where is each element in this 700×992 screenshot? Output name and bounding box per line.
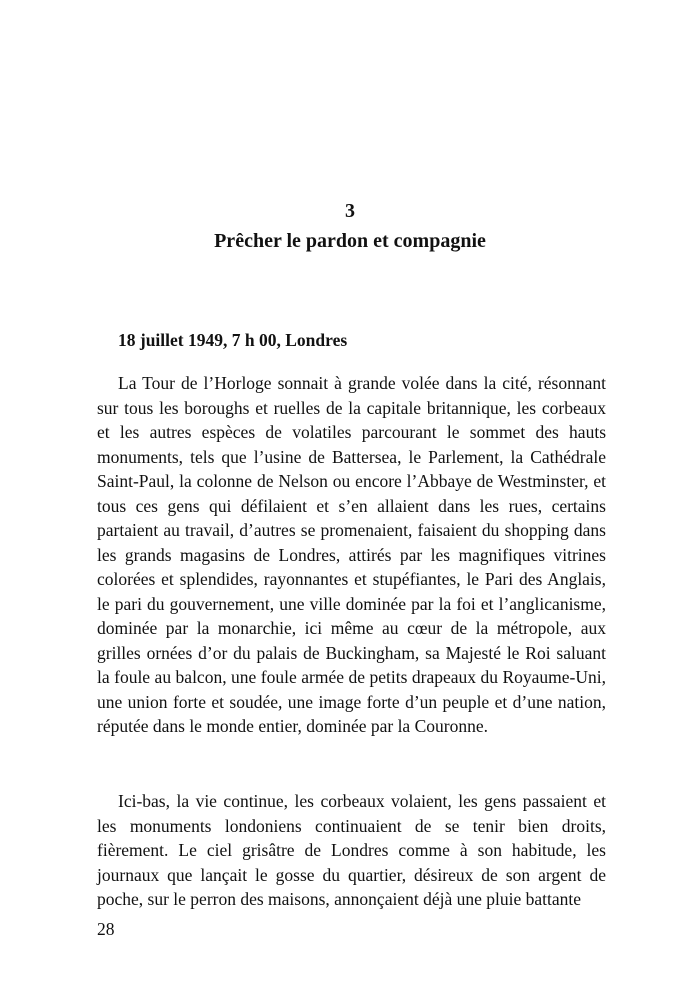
body-paragraph: Ici-bas, la vie continue, les corbeaux volaient, les gens passaient et les monuments londoniens continuaient de se tenir bien droits, fièrement. Le ciel grisâtre de Londres comme à son habitude, les journaux que lançait le gosse du quartier, désireux de son argent de poche, sur le perron des maisons, annonçaient déjà une pluie battante [97, 791, 606, 909]
page-number: 28 [97, 919, 115, 939]
dateline: 18 juillet 1949, 7 h 00, Londres [118, 330, 348, 350]
body-paragraph: La Tour de l’Horloge sonnait à grande volée dans la cité, résonnant sur tous les boroughs et ruelles de la capitale britannique, les corbeaux et les autres espèces de volatiles parcourant le sommet des hauts monuments, tels que l’usine de Battersea, le Parlement, la Cathédrale Saint-Paul, la colonne de Nelson ou encore l’Abbaye de Westminster, et tous ces gens qui défilaient et s’en allaient dans les rues, certains partaient au travail, d’autres se promenaient, faisaient du shopping dans les grands magasins de Londres, attirés par les magnifiques vitrines colorées et splendides, rayonnantes et stupéfiantes, le Pari des Anglais, le pari du gouvernement, une ville dominée par la foi et l’anglicanisme, dominée par la monarchie, ici même au cœur de la métropole, aux grilles ornées d’or du palais de Buckingham, sa Majesté le Roi saluant la foule au balcon, une foule armée de petits drapeaux du Royaume-Uni, une union forte et soudée, une image forte d’un peuple et d’une nation, réputée dans le monde entier, dominée par la Couronne. [97, 373, 606, 736]
chapter-title: Prêcher le pardon et compagnie [214, 230, 486, 252]
chapter-number: 3 [345, 200, 355, 222]
